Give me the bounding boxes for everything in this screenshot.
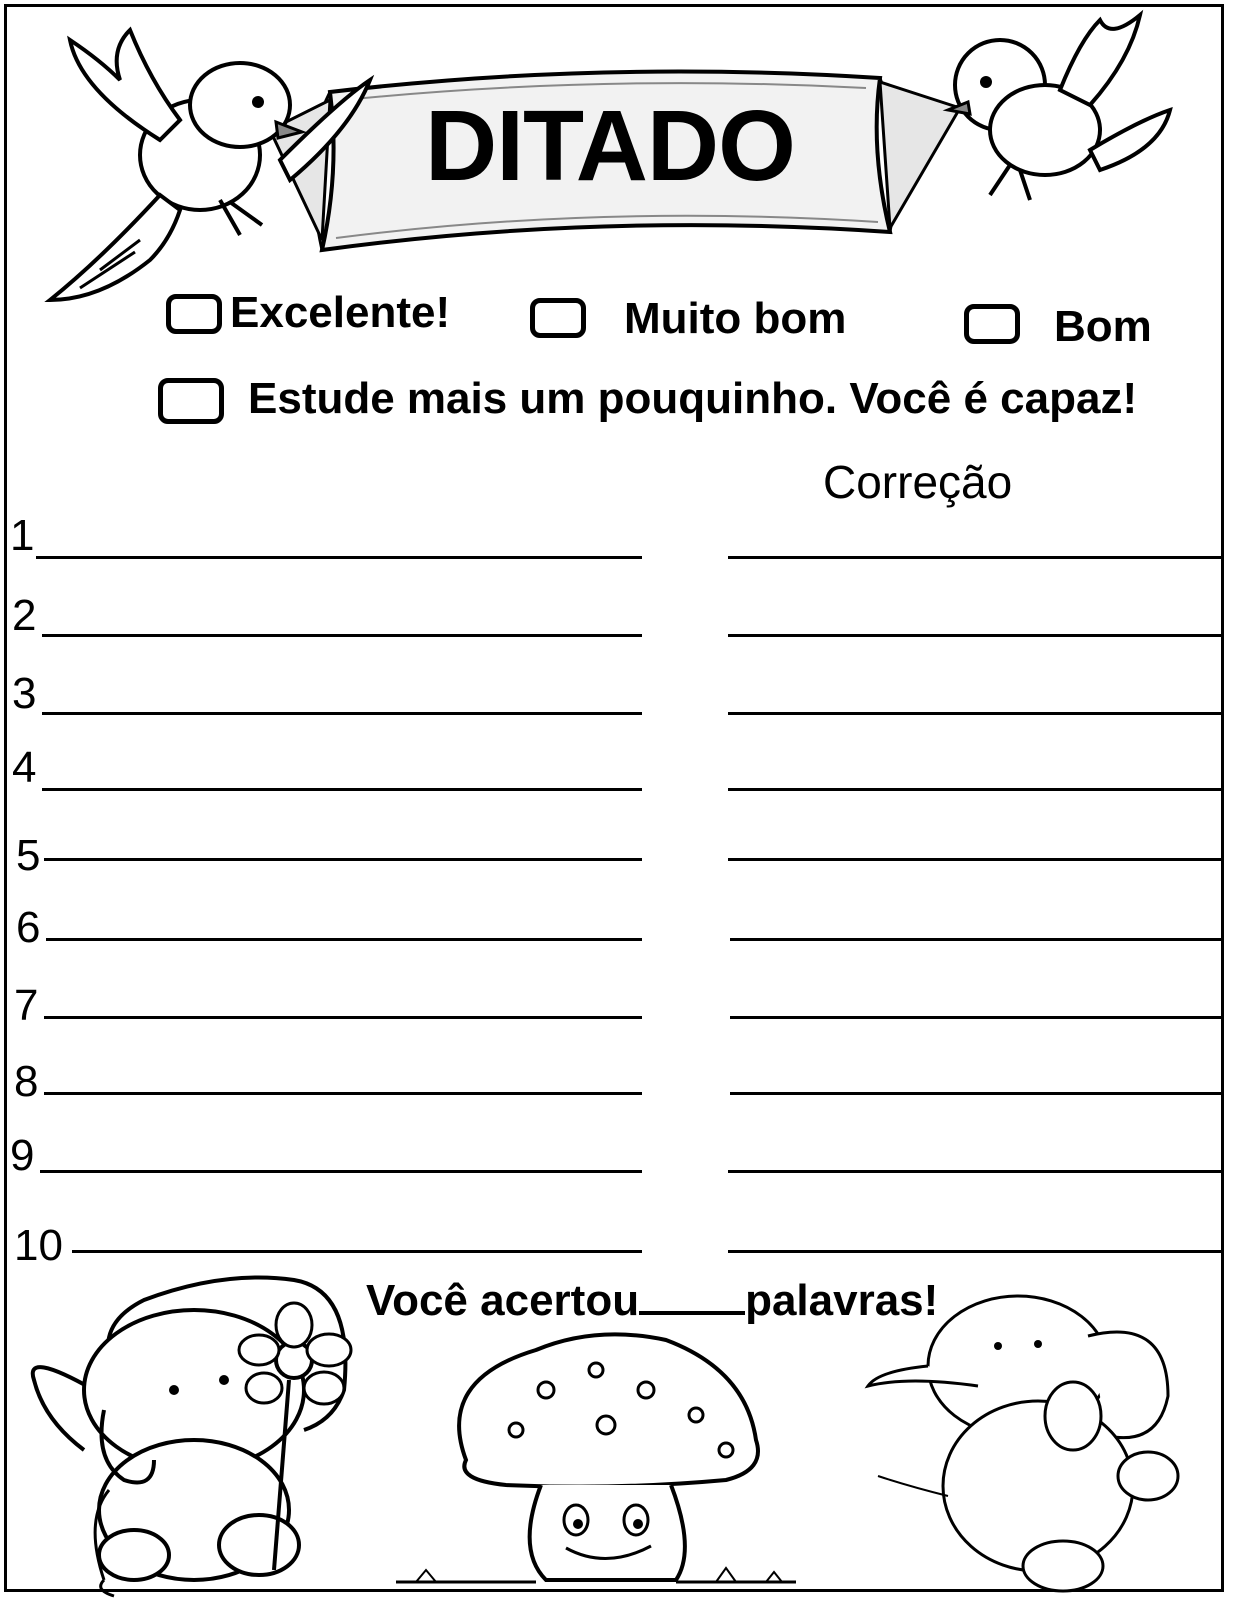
line-number: 1: [10, 511, 35, 560]
good-checkbox[interactable]: [964, 304, 1020, 344]
line-number: 7: [14, 981, 39, 1030]
excellent-checkbox[interactable]: [166, 294, 222, 334]
correction-line[interactable]: [728, 712, 1222, 715]
score-blank[interactable]: [639, 1277, 745, 1315]
answer-line[interactable]: [44, 1016, 642, 1019]
line-number: 6: [16, 903, 41, 952]
study-more-label: Estude mais um pouquinho. Você é capaz!: [248, 374, 1138, 423]
bird-holding-banner-icon: [940, 10, 1200, 230]
answer-line[interactable]: [36, 556, 642, 559]
dancing-elephant-icon: [868, 1276, 1228, 1606]
correction-line[interactable]: [728, 1170, 1222, 1173]
answer-line[interactable]: [42, 788, 642, 791]
score-sentence-end: palavras!: [745, 1276, 939, 1325]
very-good-label: Muito bom: [624, 294, 847, 343]
line-number: 2: [12, 591, 37, 640]
answer-line[interactable]: [40, 1170, 642, 1173]
answer-line[interactable]: [42, 712, 642, 715]
answer-line[interactable]: [42, 634, 642, 637]
answer-line[interactable]: [72, 1250, 642, 1253]
correction-line[interactable]: [730, 938, 1222, 941]
score-sentence: [366, 1276, 938, 1326]
answer-line[interactable]: [46, 938, 642, 941]
very-good-checkbox[interactable]: [530, 298, 586, 338]
smiling-mushroom-icon: [396, 1320, 816, 1600]
line-number: 8: [14, 1057, 39, 1106]
page-title: DITADO: [425, 90, 795, 202]
correction-line[interactable]: [728, 556, 1222, 559]
line-number: 3: [12, 669, 37, 718]
elephant-with-flower-icon: [24, 1270, 384, 1600]
line-number: 4: [12, 743, 37, 792]
correction-line[interactable]: [728, 858, 1222, 861]
line-number: 9: [10, 1131, 35, 1180]
correction-line[interactable]: [730, 1092, 1222, 1095]
correction-line[interactable]: [728, 788, 1222, 791]
study-more-checkbox[interactable]: [158, 378, 224, 424]
score-sentence-start: Você acertou: [366, 1276, 640, 1325]
line-number: 10: [14, 1221, 63, 1270]
answer-line[interactable]: [44, 858, 642, 861]
correction-line[interactable]: [728, 634, 1222, 637]
answer-line[interactable]: [44, 1092, 642, 1095]
good-label: Bom: [1054, 302, 1152, 351]
correction-line[interactable]: [728, 1250, 1222, 1253]
line-number: 5: [16, 831, 41, 880]
correction-heading: Correção: [823, 456, 1013, 508]
correction-line[interactable]: [730, 1016, 1222, 1019]
excellent-label: Excelente!: [230, 288, 451, 337]
